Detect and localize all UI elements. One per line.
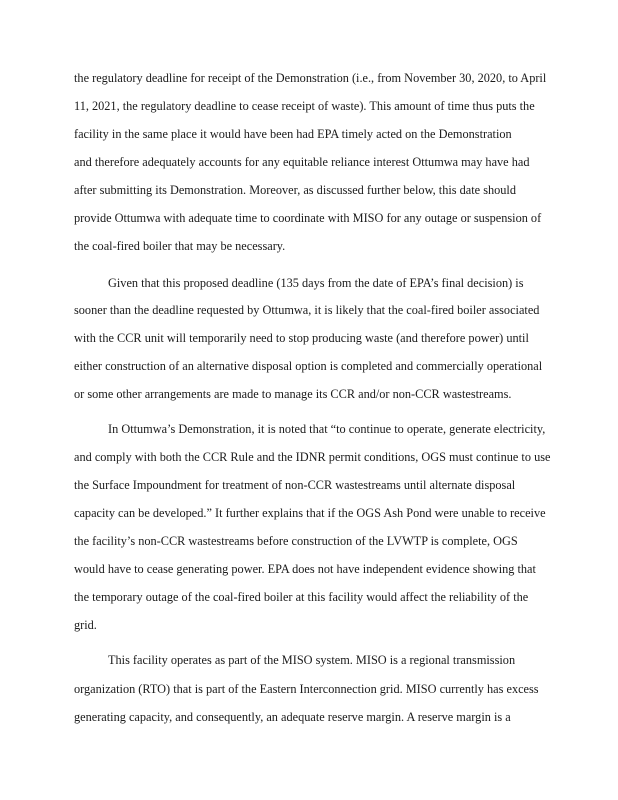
text-line: and therefore adequately accounts for any equitable reliance interest Ottumwa may have had (74, 155, 530, 169)
text-line: the coal-fired boiler that may be necessary. (74, 239, 286, 253)
text-line: or some other arrangements are made to manage its CCR and/or non-CCR wastestreams. (74, 387, 512, 401)
text-line: with the CCR unit will temporarily need to stop producing waste (and therefore power) until (74, 331, 529, 345)
text-line: capacity can be developed.” It further explains that if the OGS Ash Pond were unable to receive (74, 506, 546, 520)
paragraph-first-line: In Ottumwa’s Demonstration, it is noted that “to continue to operate, generate electricity, (108, 422, 546, 436)
text-line: and comply with both the CCR Rule and the IDNR permit conditions, OGS must continue to use (74, 450, 551, 464)
text-line: the facility’s non-CCR wastestreams before construction of the LVWTP is complete, OGS (74, 534, 518, 548)
text-line: after submitting its Demonstration. Moreover, as discussed further below, this date should (74, 183, 516, 197)
paragraph-first-line: This facility operates as part of the MISO system. MISO is a regional transmission (108, 653, 516, 667)
text-line: provide Ottumwa with adequate time to coordinate with MISO for any outage or suspension of (74, 211, 542, 225)
text-line: would have to cease generating power. EPA does not have independent evidence showing that (74, 562, 536, 576)
text-line: the Surface Impoundment for treatment of non-CCR wastestreams until alternate disposal (74, 478, 516, 492)
text-line: the temporary outage of the coal-fired boiler at this facility would affect the reliability of the (74, 590, 529, 604)
text-line: 11, 2021, the regulatory deadline to cease receipt of waste). This amount of time thus puts the (74, 99, 535, 113)
paragraph-first-line: Given that this proposed deadline (135 days from the date of EPA’s final decision) is (108, 276, 524, 290)
text-line: organization (RTO) that is part of the Eastern Interconnection grid. MISO currently has excess (74, 682, 539, 696)
text-line: generating capacity, and consequently, an adequate reserve margin. A reserve margin is a (74, 710, 511, 724)
text-line: grid. (74, 618, 97, 632)
text-line: the regulatory deadline for receipt of the Demonstration (i.e., from November 30, 2020, to April (74, 71, 547, 85)
text-line: sooner than the deadline requested by Ottumwa, it is likely that the coal-fired boiler associated (74, 303, 540, 317)
text-line: either construction of an alternative disposal option is completed and commercially operational (74, 359, 543, 373)
text-line: facility in the same place it would have been had EPA timely acted on the Demonstration (74, 127, 512, 141)
